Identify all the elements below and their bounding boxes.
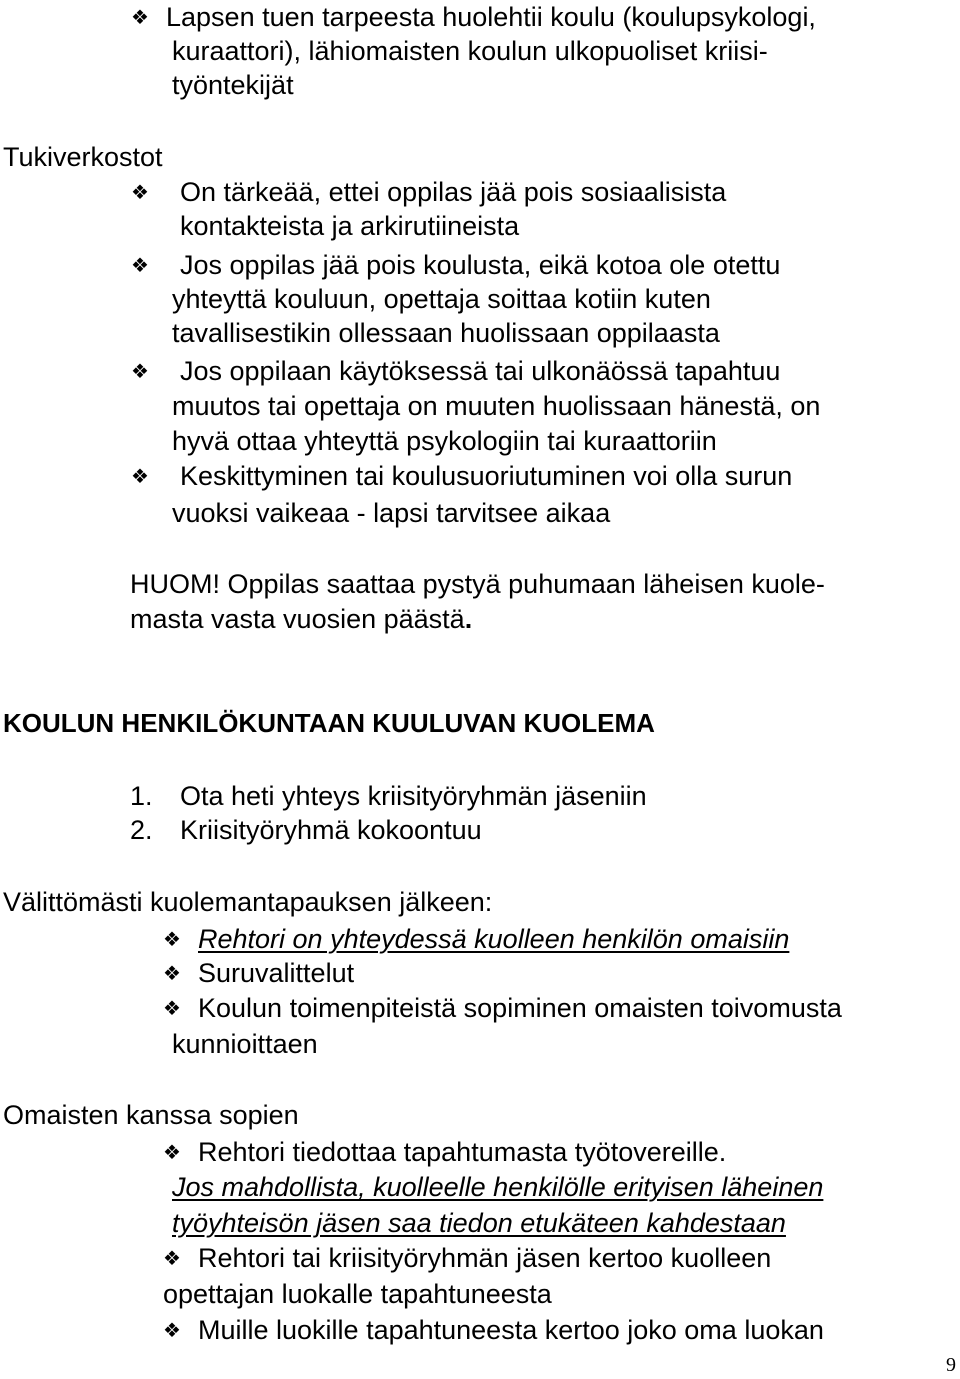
tuki-item-4-line-1: Keskittyminen tai koulusuoriutuminen voi olla surun xyxy=(180,461,793,491)
tuki-item-3-line-3: hyvä ottaa yhteyttä psykologiin tai kuraattoriin xyxy=(172,426,717,456)
bullet-icon: ❖ xyxy=(163,996,181,1020)
tuki-item-1-line-2: kontakteista ja arkirutiineista xyxy=(180,211,520,241)
page-number: 9 xyxy=(946,1354,956,1376)
step-2-text: Kriisityöryhmä kokoontuu xyxy=(180,815,482,845)
tukiverkostot-heading: Tukiverkostot xyxy=(3,142,163,172)
bullet-icon: ❖ xyxy=(131,253,149,277)
immediately-item-2: Suruvalittelut xyxy=(198,958,355,988)
immediately-item-3-line-2: kunnioittaen xyxy=(172,1029,318,1059)
bullet-icon: ❖ xyxy=(163,961,181,985)
relatives-italic-line-1: Jos mahdollista, kuolleelle henkilölle erityisen läheinen xyxy=(172,1172,824,1202)
bullet-icon: ❖ xyxy=(131,359,149,383)
relatives-item-3: Muille luokille tapahtuneesta kertoo joko oma luokan xyxy=(198,1315,824,1345)
bullet-icon: ❖ xyxy=(131,5,149,29)
step-1-number: 1. xyxy=(130,781,153,811)
tuki-item-3-line-1: Jos oppilaan käytöksessä tai ulkonäössä tapahtuu xyxy=(180,356,781,386)
huom-text-1: Oppilas saattaa pystyä puhumaan läheisen kuole- xyxy=(227,569,825,599)
relatives-heading: Omaisten kanssa sopien xyxy=(3,1100,299,1130)
bullet-icon: ❖ xyxy=(163,1318,181,1342)
top-bullet-line-3: työntekijät xyxy=(172,70,294,100)
huom-period: . xyxy=(464,604,473,634)
tuki-item-2-line-1: Jos oppilas jää pois koulusta, eikä kotoa ole otettu xyxy=(180,250,781,280)
huom-label: HUOM! xyxy=(130,569,220,599)
bullet-icon: ❖ xyxy=(163,1140,181,1164)
immediately-item-1: Rehtori on yhteydessä kuolleen henkilön omaisiin xyxy=(198,924,790,954)
tuki-item-2-line-2: yhteyttä kouluun, opettaja soittaa kotiin kuten xyxy=(172,284,711,314)
relatives-item-2-line-1: Rehtori tai kriisityöryhmän jäsen kertoo kuolleen xyxy=(198,1243,772,1273)
top-bullet-line-1: Lapsen tuen tarpeesta huolehtii koulu (koulupsykologi, xyxy=(166,2,816,32)
tuki-item-3-line-2: muutos tai opettaja on muuten huolissaan hänestä, on xyxy=(172,391,821,421)
bullet-icon: ❖ xyxy=(163,1246,181,1270)
immediately-heading: Välittömästi kuolemantapauksen jälkeen: xyxy=(3,887,493,917)
top-bullet-line-2: kuraattori), lähiomaisten koulun ulkopuoliset kriisi- xyxy=(172,36,768,66)
huom-line-1 xyxy=(130,567,825,601)
tuki-item-2-line-3: tavallisestikin ollessaan huolissaan oppilaasta xyxy=(172,318,720,348)
bullet-icon: ❖ xyxy=(131,464,149,488)
section-heading: KOULUN HENKILÖKUNTAAN KUULUVAN KUOLEMA xyxy=(3,708,655,738)
step-1-text: Ota heti yhteys kriisityöryhmän jäseniin xyxy=(180,781,647,811)
bullet-icon: ❖ xyxy=(131,180,149,204)
tuki-item-1-line-1: On tärkeää, ettei oppilas jää pois sosiaalisista xyxy=(180,177,727,207)
immediately-item-3-line-1: Koulun toimenpiteistä sopiminen omaisten toivomusta xyxy=(198,993,842,1023)
step-2-number: 2. xyxy=(130,815,153,845)
relatives-italic-line-2: työyhteisön jäsen saa tiedon etukäteen kahdestaan xyxy=(172,1208,786,1238)
tuki-item-4-line-2: vuoksi vaikeaa - lapsi tarvitsee aikaa xyxy=(172,498,611,528)
huom-line-2: masta vasta vuosien päästä. xyxy=(130,604,473,634)
relatives-item-2-line-2: opettajan luokalle tapahtuneesta xyxy=(163,1279,552,1309)
bullet-icon: ❖ xyxy=(163,927,181,951)
relatives-item-1: Rehtori tiedottaa tapahtumasta työtovereille. xyxy=(198,1137,727,1167)
